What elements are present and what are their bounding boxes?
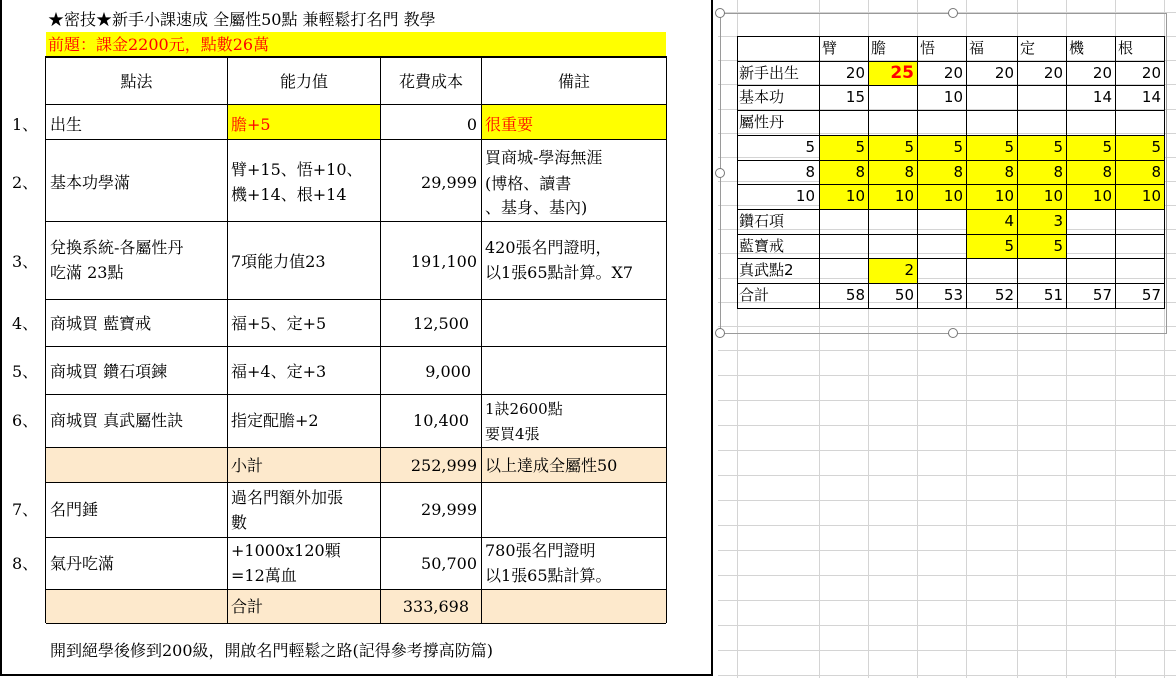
row-ability-line2: =12萬血 <box>231 566 297 585</box>
cell-value[interactable]: 4 <box>1004 212 1014 230</box>
row-ability-line2: 機+14、根+14 <box>231 185 347 204</box>
cell-value[interactable]: 5 <box>904 138 914 156</box>
cell-value[interactable]: 10 <box>894 187 914 205</box>
cell-value[interactable]: 20 <box>1092 64 1112 82</box>
row-label[interactable]: 8 <box>805 163 815 181</box>
row-note-line1: 780張名門證明 <box>485 541 596 560</box>
row-number: 3、 <box>12 252 39 271</box>
row-ability: 膽+5 <box>231 115 271 134</box>
row-method: 名門錘 <box>50 500 99 519</box>
cell-value[interactable]: 8 <box>1004 163 1014 181</box>
cell-value[interactable]: 5 <box>1102 138 1112 156</box>
resize-handle[interactable] <box>715 168 725 178</box>
row-cost: 12,500 <box>413 314 469 333</box>
cell-value[interactable]: 8 <box>1102 163 1112 181</box>
cell-value[interactable]: 10 <box>943 187 963 205</box>
header-cost: 花費成本 <box>398 72 463 91</box>
row-note-line3: 、基身、基內) <box>485 198 588 217</box>
premise-text: 前題：課金2200元，點數26萬 <box>48 35 270 54</box>
footer-note: 開到絕學後修到200級，開啟名門輕鬆之路(記得參考撐高防篇) <box>50 641 494 660</box>
cell-value[interactable]: 53 <box>943 286 963 304</box>
cell-value[interactable]: 5 <box>1004 138 1014 156</box>
cell-value[interactable]: 10 <box>943 88 963 106</box>
cell-value[interactable]: 10 <box>994 187 1014 205</box>
row-method-line1: 兌換系統-各屬性丹 <box>50 238 184 257</box>
row-label[interactable]: 10 <box>795 187 815 205</box>
cell-value[interactable]: 3 <box>1053 212 1063 230</box>
header-method: 點法 <box>120 72 153 91</box>
row-ability: 指定配膽+2 <box>231 411 319 430</box>
row-number: 6、 <box>12 411 39 430</box>
row-number: 1、 <box>12 115 39 134</box>
cell-value[interactable]: 5 <box>1151 138 1161 156</box>
row-ability: 福+4、定+3 <box>231 362 327 381</box>
row-note-line2: (博格、讀書 <box>485 174 572 193</box>
column-header[interactable]: 臂 <box>822 39 838 57</box>
cell-value[interactable]: 58 <box>845 286 865 304</box>
row-note-line1: 1訣2600點 <box>485 400 563 418</box>
column-header[interactable]: 悟 <box>920 39 936 57</box>
header-ability: 能力值 <box>279 72 328 91</box>
row-method: 商城買 鑽石項鍊 <box>50 362 168 381</box>
row-note: 很重要 <box>485 115 534 134</box>
cell-value[interactable]: 10 <box>1092 187 1112 205</box>
cell-value[interactable]: 14 <box>1092 88 1112 106</box>
cell-value[interactable]: 20 <box>1043 64 1063 82</box>
total-cost: 333,698 <box>402 597 469 616</box>
row-ability-line1: 臂+15、悟+10、 <box>231 160 363 179</box>
row-method-line2: 吃滿 23點 <box>50 263 124 282</box>
resize-handle[interactable] <box>948 8 958 18</box>
row-number: 2、 <box>12 173 39 192</box>
row-label[interactable]: 屬性丹 <box>739 113 785 131</box>
row-note-line2: 以1張65點計算。X7 <box>485 263 634 282</box>
row-label[interactable]: 鑽石項 <box>739 212 785 230</box>
row-cost: 0 <box>466 115 477 134</box>
cell-value[interactable]: 25 <box>890 63 914 83</box>
cell-value[interactable]: 51 <box>1043 286 1063 304</box>
row-label[interactable]: 新手出生 <box>739 64 800 82</box>
row-method: 出生 <box>50 115 83 134</box>
total-label: 合計 <box>231 597 264 616</box>
resize-handle[interactable] <box>948 328 958 338</box>
row-label[interactable]: 真武點2 <box>739 261 794 279</box>
cell-value[interactable]: 5 <box>1004 237 1014 255</box>
row-ability-line1: 過名門額外加張 <box>231 488 344 507</box>
cell-value[interactable]: 5 <box>1053 138 1063 156</box>
cell-value[interactable]: 20 <box>994 64 1014 82</box>
row-cost: 10,400 <box>413 411 469 430</box>
row-note-line2: 要買4張 <box>485 425 540 443</box>
cell-value[interactable]: 5 <box>1053 237 1063 255</box>
row-number: 5、 <box>12 362 39 381</box>
row-cost: 50,700 <box>421 554 477 573</box>
cell-value[interactable]: 8 <box>855 163 865 181</box>
document-title: ★密技★新手小課速成 全屬性50點 兼輕鬆打名門 教學 <box>48 10 436 29</box>
row-method: 氣丹吃滿 <box>50 554 115 573</box>
row-ability: 福+5、定+5 <box>231 314 327 333</box>
row-label[interactable]: 合計 <box>739 286 770 304</box>
row-cost: 29,999 <box>421 173 477 192</box>
cell-value[interactable]: 2 <box>904 261 914 279</box>
header-note: 備註 <box>557 72 590 91</box>
column-header[interactable]: 根 <box>1118 39 1134 57</box>
cell-value[interactable]: 8 <box>1053 163 1063 181</box>
resize-handle[interactable] <box>715 8 725 18</box>
cell-value[interactable]: 50 <box>894 286 914 304</box>
cell-value[interactable]: 10 <box>845 187 865 205</box>
column-header[interactable]: 膽 <box>871 39 887 57</box>
cell-value[interactable]: 20 <box>845 64 865 82</box>
row-label[interactable]: 5 <box>805 138 815 156</box>
row-ability: 7項能力值23 <box>231 252 326 271</box>
column-header[interactable]: 機 <box>1069 39 1085 57</box>
cell-value[interactable]: 20 <box>1141 64 1161 82</box>
subtotal-cost: 252,999 <box>410 456 477 475</box>
cell-value[interactable]: 14 <box>1141 88 1161 106</box>
cell-value[interactable]: 15 <box>845 88 865 106</box>
cell-value[interactable]: 8 <box>953 163 963 181</box>
column-header[interactable]: 福 <box>969 39 985 57</box>
row-number: 8、 <box>12 554 39 573</box>
cell-value[interactable]: 52 <box>994 286 1014 304</box>
row-note-line1: 買商城-學海無涯 <box>485 148 603 167</box>
selection-frame[interactable] <box>720 13 1167 334</box>
cell-value[interactable]: 10 <box>1141 187 1161 205</box>
row-cost: 29,999 <box>421 500 477 519</box>
subtotal-note: 以上達成全屬性50 <box>485 456 618 475</box>
row-label[interactable]: 基本功 <box>739 88 785 106</box>
resize-handle[interactable] <box>715 328 725 338</box>
row-number: 4、 <box>12 314 39 333</box>
row-method: 基本功學滿 <box>50 173 131 192</box>
column-header[interactable]: 定 <box>1020 39 1036 57</box>
cell-value[interactable]: 8 <box>904 163 914 181</box>
subtotal-label: 小計 <box>231 456 264 475</box>
row-cost: 9,000 <box>425 362 471 381</box>
row-ability-line2: 數 <box>231 513 248 532</box>
row-cost: 191,100 <box>410 252 477 271</box>
row-method: 商城買 真武屬性訣 <box>50 411 184 430</box>
row-ability-line1: +1000x120顆 <box>231 541 341 560</box>
cell-value[interactable]: 8 <box>1151 163 1161 181</box>
total-fill <box>46 589 666 623</box>
cell-value[interactable]: 57 <box>1092 286 1112 304</box>
row-label[interactable]: 藍寶戒 <box>739 237 785 255</box>
cell-value[interactable]: 20 <box>943 64 963 82</box>
row-note-line1: 420張名門證明， <box>485 238 612 257</box>
spreadsheet[interactable] <box>718 0 1176 678</box>
row-method: 商城買 藍寶戒 <box>50 314 152 333</box>
cell-value[interactable]: 5 <box>953 138 963 156</box>
cell-value[interactable]: 10 <box>1043 187 1063 205</box>
row-note-line2: 以1張65點計算。 <box>485 566 612 585</box>
row-number: 7、 <box>12 500 39 519</box>
cell-value[interactable]: 57 <box>1141 286 1161 304</box>
cell-value[interactable]: 5 <box>855 138 865 156</box>
